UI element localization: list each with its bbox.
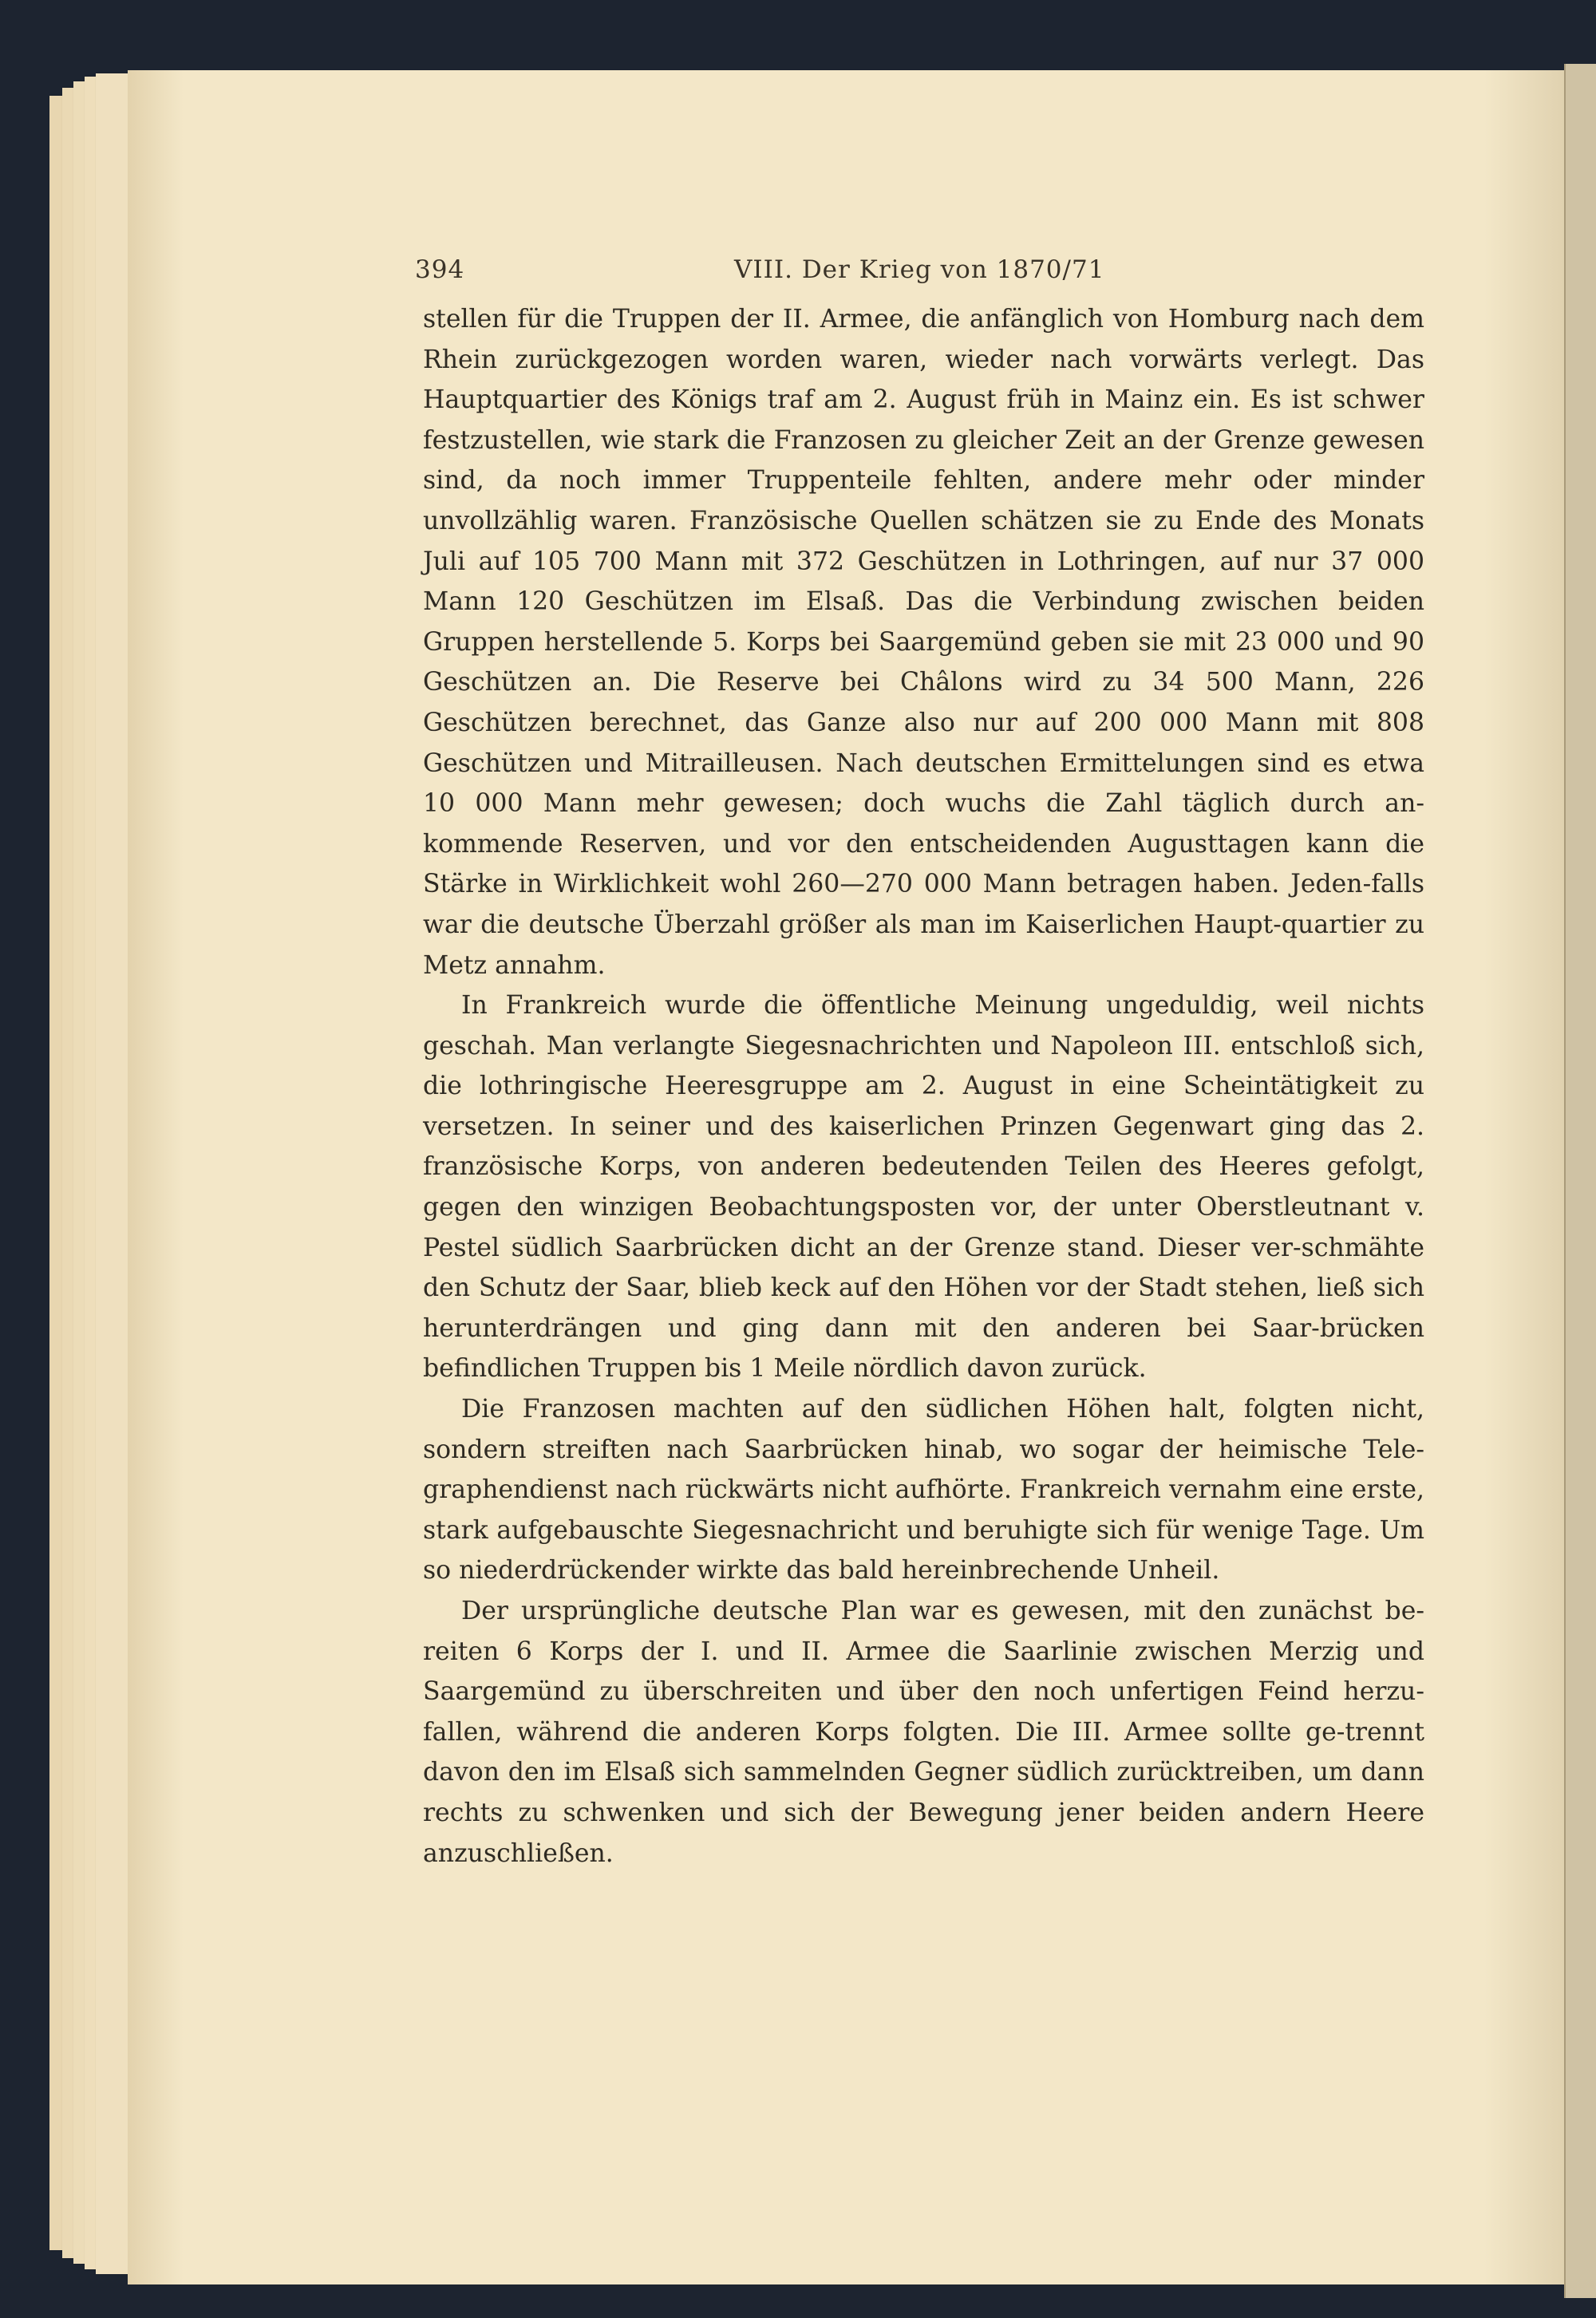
paragraph: Der ursprüngliche deutsche Plan war es gewesen, mit den zunächst be-reiten 6 Korps der I. und II. Armee die Saarlinie zwischen Merzig und Saargemünd zu überschreiten und über den noch unfertigen Feind herzu-fallen, während die anderen Korps folgten. Die III. Armee sollte ge-trennt davon den im Elsaß sich sammelnden Gegner südlich zurücktreiben, um dann rechts zu schwenken und sich der Bewegung jener beiden andern Heere anzuschließen. [423, 1597, 1424, 1868]
page-header [415, 255, 1420, 290]
paragraph: In Frankreich wurde die öffentliche Meinung ungeduldig, weil nichts geschah. Man verlangte Siegesnachrichten und Napoleon III. entschloß sich, die lothringische Heeresgruppe am 2. August in eine Scheintätigkeit zu versetzen. In seiner und des kaiserlichen Prinzen Gegenwart ging das 2. französische Korps, von anderen bedeutenden Teilen des Heeres gefolgt, gegen den winzigen Beobachtungsposten vor, der unter Oberstleutnant v. Pestel südlich Saarbrücken dicht an der Grenze stand. Dieser ver-schmähte den Schutz der Saar, blieb keck auf den Höhen vor der Stadt stehen, ließ sich herunterdrängen und ging dann mit den anderen bei Saar-brücken befindlichen Truppen bis 1 Meile nördlich davon zurück. [423, 991, 1424, 1384]
page-number: 394 [415, 255, 465, 284]
running-head: VIII. Der Krieg von 1870/71 [734, 255, 1105, 284]
body-text [423, 299, 1424, 1874]
paragraph: Die Franzosen machten auf den südlichen Höhen halt, folgten nicht, sondern streiften nach Saarbrücken hinab, wo sogar der heimische Tele-graphendienst nach rückwärts nicht aufhörte. Frankreich vernahm eine erste, stark aufgebauschte Siegesnachricht und beruhigte sich für wenige Tage. Um so niederdrückender wirkte das bald hereinbrechende Unheil. [423, 1395, 1424, 1585]
paragraph: stellen für die Truppen der II. Armee, die anfänglich von Homburg nach dem Rhein zurückgezogen worden waren, wieder nach vorwärts verlegt. Das Hauptquartier des Königs traf am 2. August früh in Mainz ein. Es ist schwer festzustellen, wie stark die Franzosen zu gleicher Zeit an der Grenze gewesen sind, da noch immer Truppenteile fehlten, andere mehr oder minder unvollzählig waren. Französische Quellen schätzen sie zu Ende des Monats Juli auf 105 700 Mann mit 372 Geschützen in Lothringen, auf nur 37 000 Mann 120 Geschützen im Elsaß. Das die Verbindung zwischen beiden Gruppen herstellende 5. Korps bei Saargemünd geben sie mit 23 000 und 90 Geschützen an. Die Reserve bei Châlons wird zu 34 500 Mann, 226 Geschützen berechnet, das Ganze also nur auf 200 000 Mann mit 808 Geschützen und Mitrailleusen. Nach deutschen Ermittelungen sind es etwa 10 000 Mann mehr gewesen; doch wuchs die Zahl täglich durch an-kommende Reserven, und vor den entscheidenden Augusttagen kann die Stärke in Wirklichkeit wohl 260—270 000 Mann betragen haben. Jeden-falls war die deutsche Überzahl größer als man im Kaiserlichen Haupt-quartier zu Metz annahm. [423, 305, 1424, 980]
facing-page-edge [1564, 64, 1596, 2298]
